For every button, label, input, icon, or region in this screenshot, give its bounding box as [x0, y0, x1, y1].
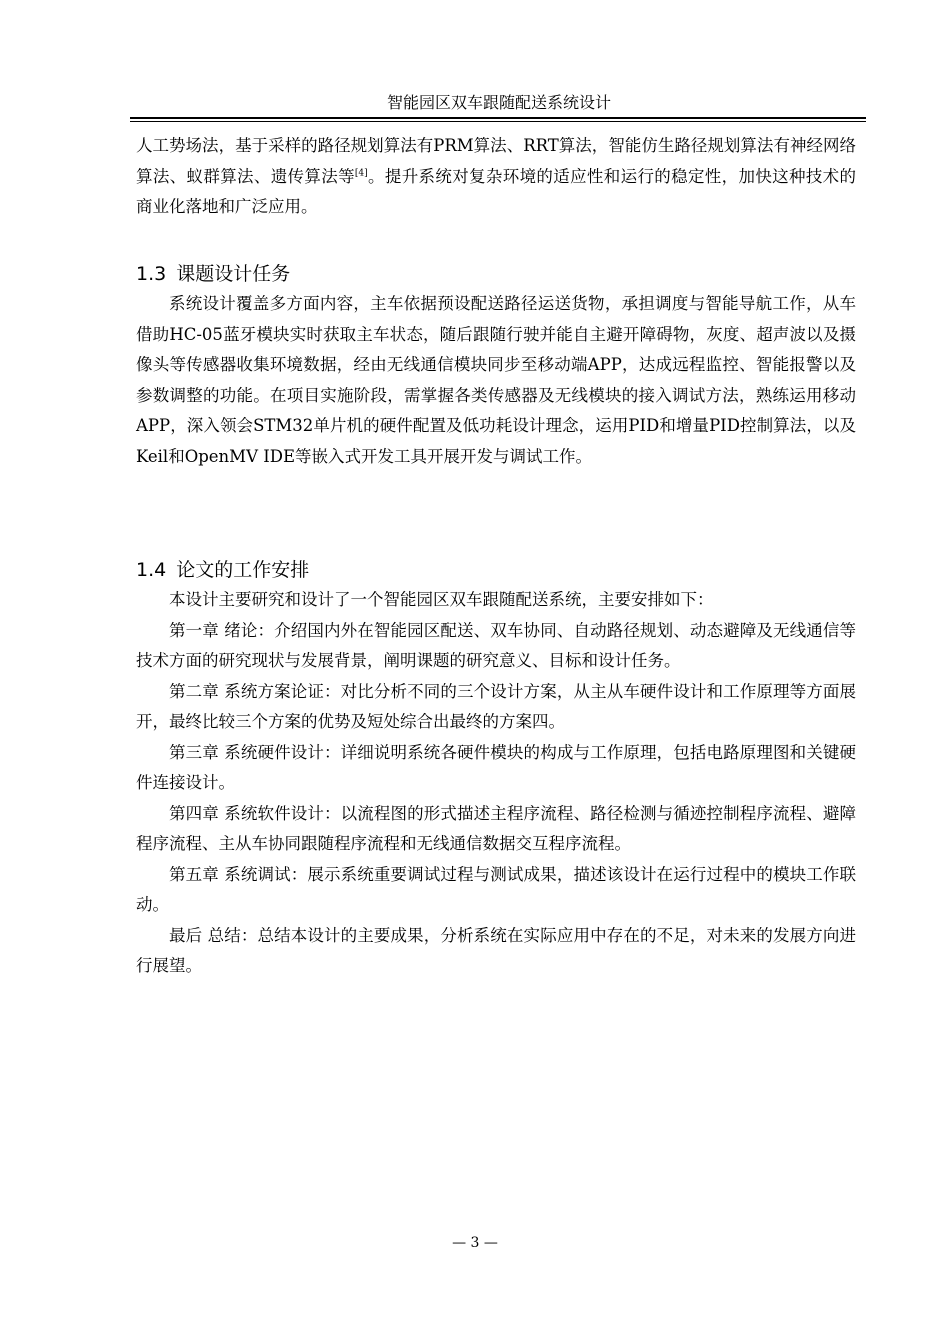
section-heading-1-3: [136, 261, 856, 287]
running-header: 智能园区双车跟随配送系统设计: [386, 93, 611, 112]
section-title: 课题设计任务: [176, 263, 291, 285]
continued-paragraph: [136, 131, 856, 223]
paragraph: 系统设计覆盖多方面内容，主车依据预设配送路径运送货物，承担调度与智能导航工作，从车借助HC-05蓝牙模块实时获取主车状态，随后跟随行驶并能自主避开障碍物，灰度、超声波以及摄像头等传感器收集环境数据，经由无线通信模块同步至移动端APP，达成远程监控、智能报警以及参数调整的功能。在项目实施阶段，需掌握各类传感器及无线模块的接入调试方法，熟练运用移动APP，深入领会STM32单片机的硬件配置及低功耗设计理念，运用PID和增量PID控制算法，以及Keil和OpenMV IDE等嵌入式开发工具开展开发与调试工作。: [136, 294, 856, 466]
paragraph-chapter-1: 第一章 绪论：介绍国内外在智能园区配送、双车协同、自动路径规划、动态避障及无线通信等技术方面的研究现状与发展背景，阐明课题的研究意义、目标和设计任务。: [136, 620, 856, 670]
section-number: 1.4: [136, 559, 167, 581]
paragraph-conclusion: 最后 总结：总结本设计的主要成果，分析系统在实际应用中存在的不足，对未来的发展方向进行展望。: [136, 925, 856, 975]
citation-ref: [4]: [354, 168, 368, 178]
header-rule: [130, 117, 866, 119]
continued-text-end: 。提升系统对复杂环境的适应性和运行的稳定性，加快这种技术的商业化落地和广泛应用。: [136, 166, 857, 216]
paragraph-intro: 本设计主要研究和设计了一个智能园区双车跟随配送系统，主要安排如下：: [169, 590, 714, 609]
section-title: 论文的工作安排: [176, 559, 310, 581]
page-number: — 3 —: [452, 1235, 498, 1251]
continued-text-start: 人工势场法，基于采样的路径规划算法有PRM算法、RRT算法，智能仿生路径规划算法有神经网络算法、蚁群算法、遗传算法等: [136, 136, 856, 186]
paragraph-chapter-4: 第四章 系统软件设计：以流程图的形式描述主程序流程、路径检测与循迹控制程序流程、避障程序流程、主从车协同跟随程序流程和无线通信数据交互程序流程。: [136, 803, 856, 853]
paragraph-chapter-2: 第二章 系统方案论证：对比分析不同的三个设计方案，从主从车硬件设计和工作原理等方面展开，最终比较三个方案的优势及短处综合出最终的方案四。: [136, 681, 856, 731]
paragraph-chapter-3: 第三章 系统硬件设计：详细说明系统各硬件模块的构成与工作原理，包括电路原理图和关键硬件连接设计。: [136, 742, 856, 792]
section-1-3-body: [136, 289, 856, 472]
paragraph-chapter-5: 第五章 系统调试：展示系统重要调试过程与测试成果，描述该设计在运行过程中的模块工作联动。: [136, 864, 856, 914]
section-number: 1.3: [136, 263, 167, 285]
header-rule-thin: [130, 121, 866, 122]
section-heading-1-4: [136, 557, 856, 583]
section-1-4-body: [136, 585, 856, 982]
